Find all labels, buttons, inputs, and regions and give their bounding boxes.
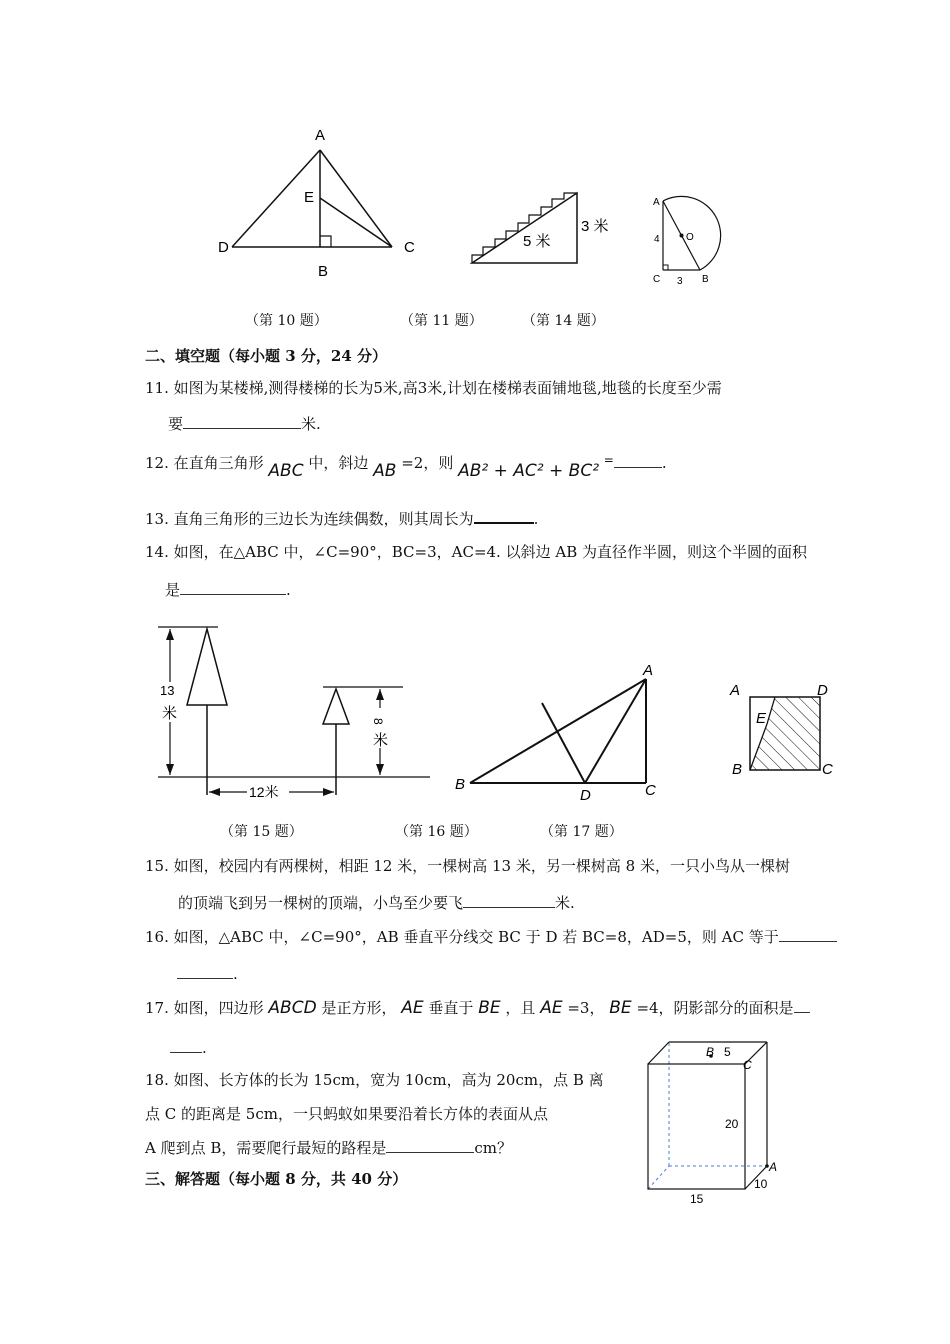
label-A: A: [653, 197, 660, 208]
q18-line3: A 爬到点 B，需要爬行最短的路程是 cm？: [145, 1139, 513, 1157]
figure-16: [445, 655, 675, 805]
q15-line2: 的顶端飞到另一棵树的顶端，小鸟至少要飞 米.: [178, 894, 575, 912]
q15-line1: 15. 如图，校园内有两棵树，相距 12 米，一棵树高 13 米，另一棵树高 8 米，一只小鸟从一棵树: [145, 857, 790, 875]
figure-11: [465, 185, 615, 270]
q12-blank[interactable]: [614, 455, 662, 468]
label-A: A: [730, 682, 741, 699]
label-A: A: [643, 662, 654, 679]
q11-line1: 11. 如图为某楼梯,测得楼梯的长为5米,高3米,计划在楼梯表面铺地毯,地毯的长度至少需: [145, 379, 722, 397]
figure-15: [150, 620, 440, 805]
label-O: O: [686, 232, 694, 243]
label-A: A: [769, 1160, 778, 1174]
q18-line1: 18. 如图、长方体的长为 15cm，宽为 10cm，高为 20cm，点 B 离: [145, 1071, 604, 1089]
caption-17: （第 17 题）: [540, 824, 623, 840]
q13-blank[interactable]: [474, 508, 534, 524]
label-D: D: [817, 682, 828, 699]
label-E: E: [756, 710, 767, 727]
label-B: B: [702, 274, 709, 285]
q16-blank-b[interactable]: [177, 964, 233, 979]
label-15: 15: [690, 1192, 704, 1206]
q17-blank-a[interactable]: [794, 998, 810, 1013]
label-D: D: [218, 239, 229, 256]
label-13: 13: [160, 683, 175, 698]
label-12m: 12米: [249, 784, 279, 800]
q16-blank-a[interactable]: [779, 927, 837, 942]
label-4: 4: [654, 234, 660, 245]
label-10: 10: [754, 1177, 768, 1191]
label-5: 5: [724, 1045, 731, 1059]
caption-10: （第 10 题）: [245, 313, 328, 329]
q13: 13. 直角三角形的三边长为连续偶数，则其周长为 .: [145, 510, 539, 528]
q11-blank[interactable]: [183, 414, 301, 429]
q11-line2: 要 米.: [168, 415, 321, 433]
q14-line1: 14. 如图，在△ABC 中，∠C=90°，BC=3，AC=4. 以斜边 AB 为直径作半圆，则这个半圆的面积: [145, 543, 807, 561]
label-E: E: [304, 189, 315, 206]
section-3-title: 三、解答题（每小题 8 分，共 40 分）: [145, 1170, 408, 1188]
label-13-unit: 米: [162, 705, 178, 722]
label-C: C: [653, 274, 661, 285]
figure-17: [725, 675, 840, 785]
label-C: C: [404, 239, 415, 256]
label-D: D: [580, 787, 591, 804]
label-3m: 3 米: [581, 218, 609, 235]
q18-line2: 点 C 的距离是 5cm，一只蚂蚁如果要沿着长方体的表面从点: [145, 1105, 548, 1123]
label-8: 8: [371, 718, 385, 725]
label-3: 3: [677, 276, 683, 287]
figure-10: [210, 120, 430, 285]
q17-line2: .: [170, 1038, 207, 1058]
label-B: B: [318, 263, 329, 280]
label-A: A: [315, 127, 326, 144]
q14-line2: 是 .: [165, 581, 291, 599]
label-20: 20: [725, 1117, 739, 1131]
figure-18: [640, 1035, 790, 1215]
label-C: C: [822, 761, 833, 778]
caption-16: （第 16 题）: [395, 824, 478, 840]
label-B: B: [732, 761, 743, 778]
label-8-unit: 米: [373, 732, 389, 749]
section-2-title: 二、填空题（每小题 3 分，24 分）: [145, 347, 387, 365]
q18-blank[interactable]: [386, 1138, 474, 1153]
label-C: C: [743, 1058, 752, 1072]
q14-blank[interactable]: [180, 580, 286, 595]
q16-line2: .: [177, 964, 238, 984]
q15-blank[interactable]: [463, 893, 555, 908]
q17-line1: 17. 如图，四边形 ABCD 是正方形， AE 垂直于 BE ，且 AE =3， BE =4，阴影部分的面积是: [145, 996, 810, 1020]
figure-14: [645, 190, 760, 290]
caption-15: （第 15 题）: [220, 824, 303, 840]
label-C: C: [645, 782, 656, 799]
label-B: B: [455, 776, 466, 793]
q12: 12. 在直角三角形 ABC 中，斜边 AB =2，则 AB² + AC² + BC² = .: [145, 453, 667, 481]
caption-11: （第 11 题）: [400, 313, 483, 329]
q17-blank-b[interactable]: [170, 1038, 202, 1053]
caption-14: （第 14 题）: [522, 313, 605, 329]
label-5m: 5 米: [523, 233, 551, 250]
q16-line1: 16. 如图，△ABC 中，∠C=90°，AB 垂直平分线交 BC 于 D 若 BC=8，AD=5，则 AC 等于: [145, 927, 837, 947]
label-B: B: [706, 1045, 715, 1059]
